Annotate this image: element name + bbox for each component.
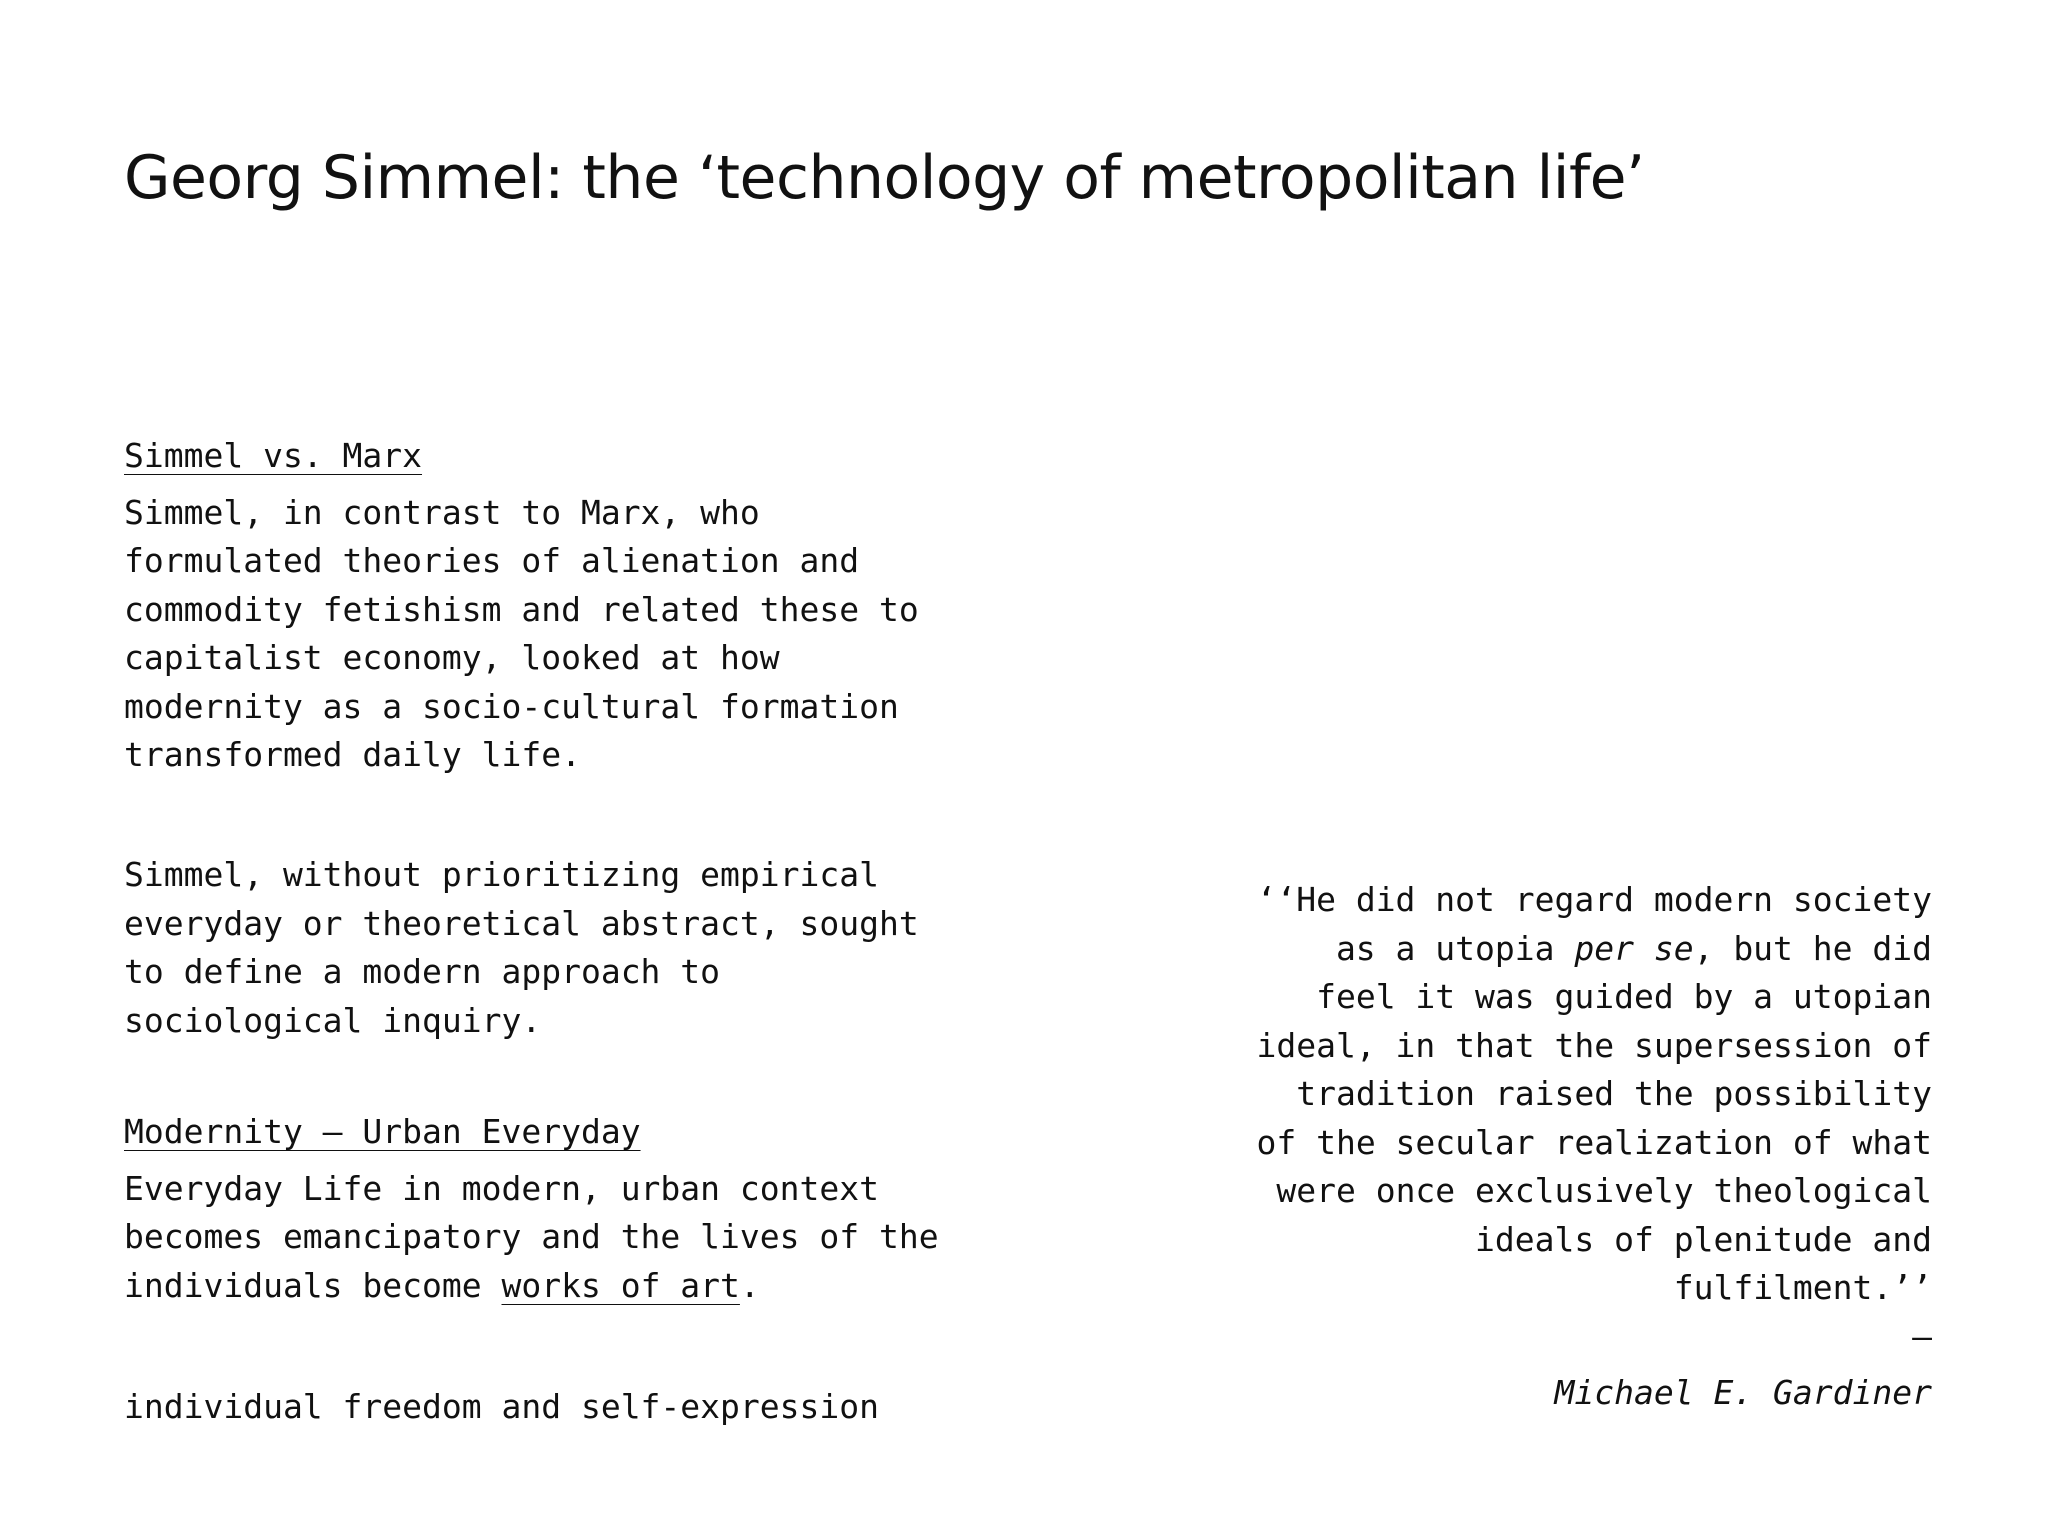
quote-line: [1152, 925, 1932, 974]
line-suffix: .: [739, 1265, 760, 1305]
paragraph-individual-freedom: [124, 1383, 1054, 1432]
quote-line: were once exclusively theological: [1276, 1171, 1932, 1210]
quote-line-prefix: as a utopia: [1335, 928, 1575, 968]
paragraph-line: Everyday Life in modern, urban context: [124, 1168, 879, 1208]
paragraph-line: modernity as a socio-cultural formation: [124, 686, 899, 726]
quote-dash: –: [1912, 1316, 1932, 1356]
paragraph-line: everyday or theoretical abstract, sought: [124, 903, 919, 943]
quote-emphasis: per se: [1574, 928, 1694, 968]
paragraph-modern-approach: [124, 851, 1054, 1045]
paragraph-line: to define a modern approach to: [124, 952, 721, 991]
quote-line: ideals of plenitude and: [1475, 1219, 1932, 1259]
paragraph-line: formulated theories of alienation and: [124, 541, 860, 580]
slide-title: Georg Simmel: the ‘technology of metropolitan life’: [124, 143, 1645, 213]
section-heading-modernity-urban-everyday: Modernity – Urban Everyday: [124, 1112, 641, 1151]
paragraph-line: Simmel, without prioritizing empirical: [124, 855, 879, 894]
line-prefix: individuals become: [124, 1265, 502, 1305]
paragraph-urban-everyday: [124, 1165, 1054, 1311]
quote-line: ideal, in that the supersession of: [1256, 1025, 1932, 1065]
paragraph-simmel-vs-marx: [124, 489, 1054, 780]
paragraph-line: becomes emancipatory and the lives of the: [124, 1217, 939, 1256]
quote-author: Michael E. Gardiner: [1554, 1373, 1932, 1412]
quote-line: tradition raised the possibility: [1296, 1074, 1932, 1113]
section-modern-approach: [124, 851, 1054, 1045]
section-simmel-vs-marx: [124, 432, 1054, 780]
paragraph-line: transformed daily life.: [124, 735, 581, 774]
quote-line: fulfilment.’’: [1673, 1268, 1932, 1307]
quote-line: feel it was guided by a utopian: [1316, 977, 1932, 1016]
paragraph-line: commodity fetishism and related these to: [124, 589, 919, 629]
works-of-art-link[interactable]: works of art: [501, 1265, 740, 1305]
quote-line: of the secular realization of what: [1256, 1122, 1932, 1162]
section-individual-freedom: [124, 1383, 1054, 1432]
paragraph-line: individual freedom and self-expression: [124, 1387, 879, 1426]
quote-block: [1152, 876, 1932, 1418]
paragraph-line: [124, 1262, 1054, 1311]
paragraph-line: Simmel, in contrast to Marx, who: [124, 492, 760, 532]
quote-line-suffix: , but he did: [1693, 928, 1932, 968]
paragraph-line: sociological inquiry.: [124, 1000, 542, 1040]
section-heading-simmel-vs-marx: Simmel vs. Marx: [124, 436, 423, 475]
paragraph-line: capitalist economy, looked at how: [124, 638, 780, 677]
quote-line: ‘‘He did not regard modern society: [1256, 880, 1932, 919]
section-modernity-urban-everyday: [124, 1108, 1054, 1310]
